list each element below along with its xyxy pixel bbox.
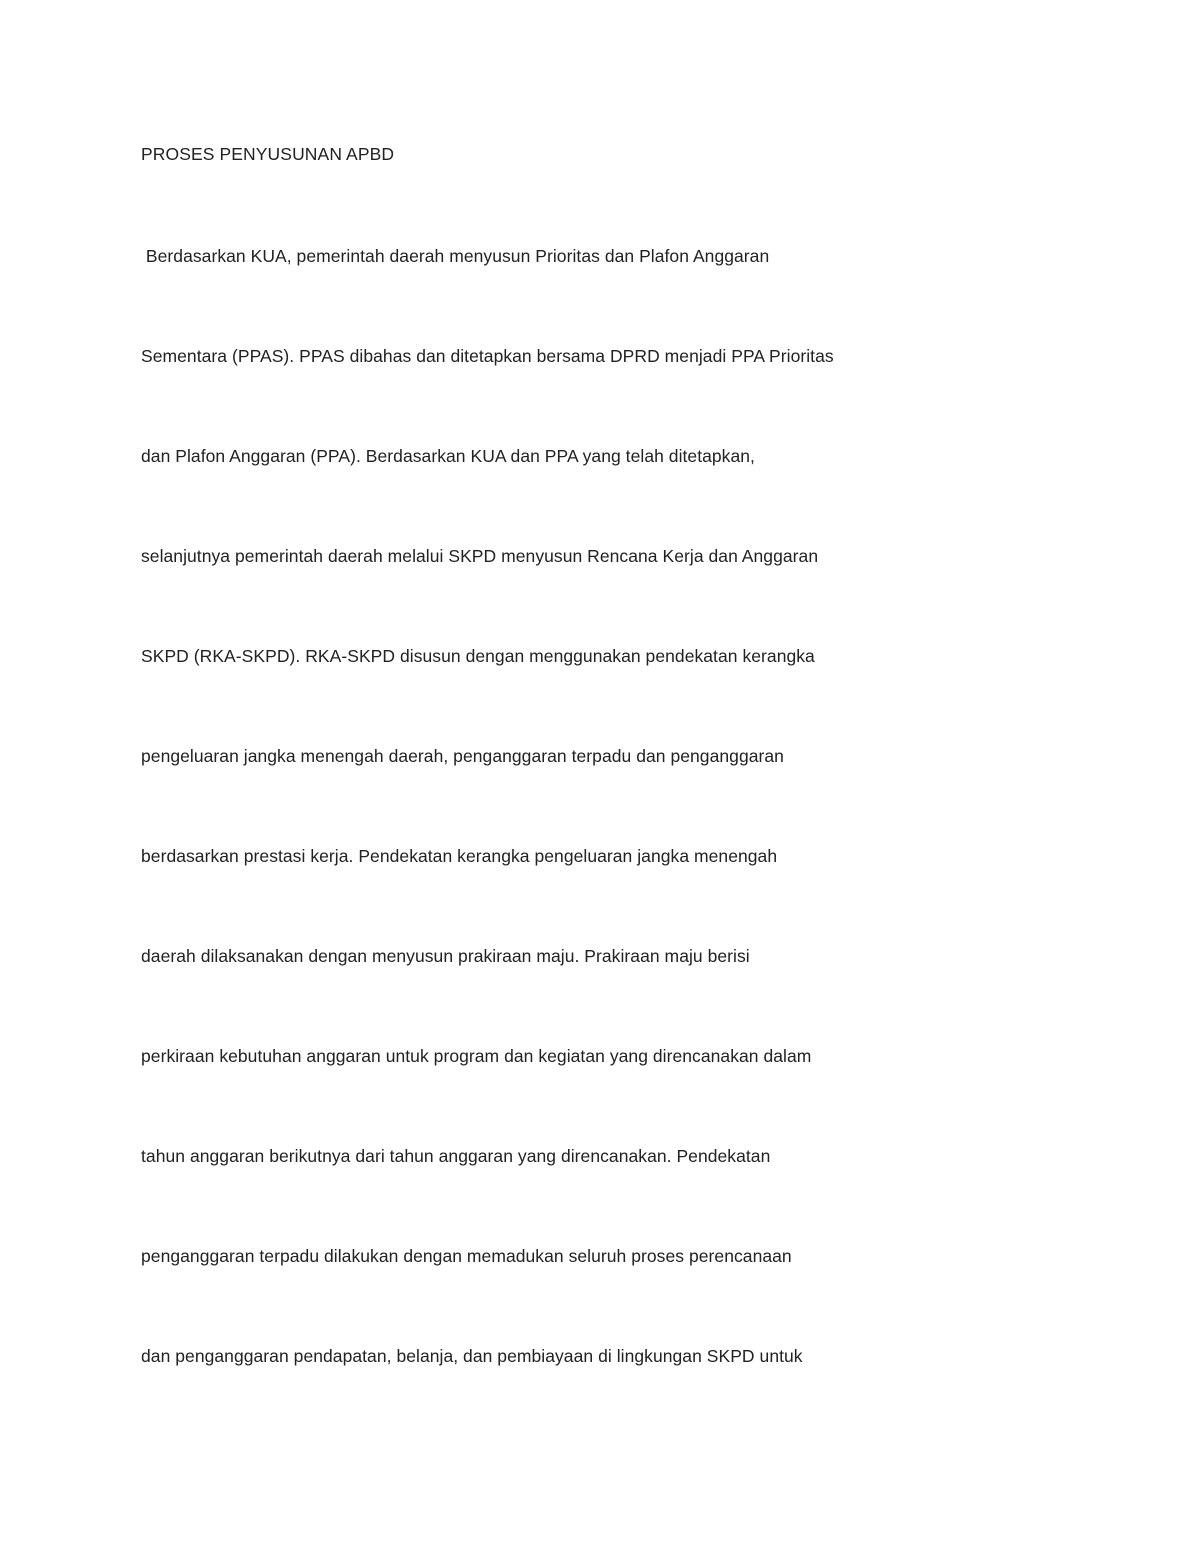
body-line: berdasarkan prestasi kerja. Pendekatan kerangka pengeluaran jangka menengah <box>141 846 778 866</box>
body-line: SKPD (RKA-SKPD). RKA-SKPD disusun dengan menggunakan pendekatan kerangka <box>141 646 815 666</box>
body-line: penganggaran terpadu dilakukan dengan memadukan seluruh proses perencanaan <box>141 1246 792 1266</box>
document-body <box>141 244 834 1444</box>
body-line: daerah dilaksanakan dengan menyusun prakiraan maju. Prakiraan maju berisi <box>141 946 750 966</box>
document-title: PROSES PENYUSUNAN APBD <box>141 144 395 164</box>
body-line: Berdasarkan KUA, pemerintah daerah menyusun Prioritas dan Plafon Anggaran <box>141 246 770 266</box>
body-line: selanjutnya pemerintah daerah melalui SKPD menyusun Rencana Kerja dan Anggaran <box>141 546 819 566</box>
body-line: perkiraan kebutuhan anggaran untuk program dan kegiatan yang direncanakan dalam <box>141 1046 812 1066</box>
body-line: dan penganggaran pendapatan, belanja, dan pembiayaan di lingkungan SKPD untuk <box>141 1346 803 1366</box>
body-line: Sementara (PPAS). PPAS dibahas dan ditetapkan bersama DPRD menjadi PPA Prioritas <box>141 346 834 366</box>
body-line: pengeluaran jangka menengah daerah, penganggaran terpadu dan penganggaran <box>141 746 784 766</box>
body-line: dan Plafon Anggaran (PPA). Berdasarkan KUA dan PPA yang telah ditetapkan, <box>141 446 755 466</box>
body-line: tahun anggaran berikutnya dari tahun anggaran yang direncanakan. Pendekatan <box>141 1146 771 1166</box>
